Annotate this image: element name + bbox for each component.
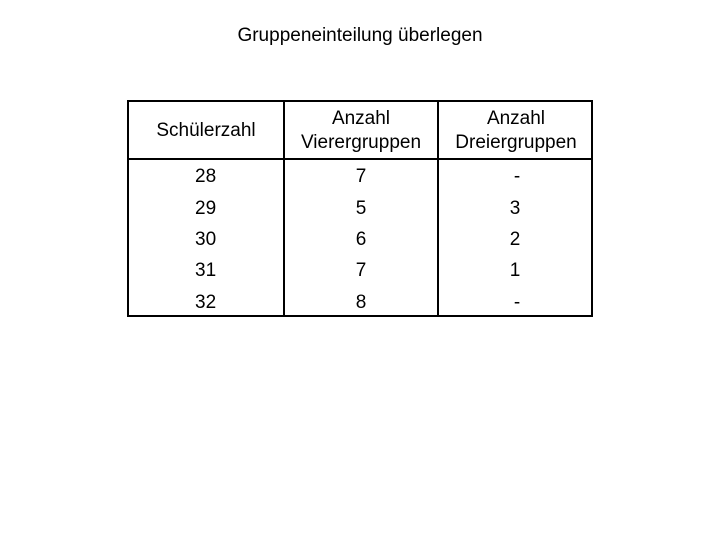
cell-vierergruppen: 7 (355, 166, 367, 187)
header-vierergruppen-line1: Anzahl (331, 108, 391, 129)
header-dreiergruppen-line2: Dreiergruppen (455, 132, 577, 153)
cell-schuelerzahl: 29 (195, 198, 217, 219)
header-dreiergruppen-line1: Anzahl (486, 108, 546, 129)
cell-dreiergruppen: 3 (509, 198, 521, 219)
cell-dreiergruppen: - (513, 292, 521, 313)
group-table (127, 100, 593, 317)
cell-dreiergruppen: 2 (509, 229, 521, 250)
cell-vierergruppen: 6 (355, 229, 367, 250)
page-title: Gruppeneinteilung überlegen (237, 25, 483, 46)
cell-vierergruppen: 5 (355, 198, 367, 219)
header-schuelerzahl: Schülerzahl (156, 120, 256, 141)
cell-dreiergruppen: 1 (509, 260, 521, 281)
header-divider (129, 158, 591, 160)
cell-dreiergruppen: - (513, 166, 521, 187)
cell-schuelerzahl: 30 (195, 229, 217, 250)
cell-schuelerzahl: 32 (195, 292, 217, 313)
cell-schuelerzahl: 28 (195, 166, 217, 187)
cell-vierergruppen: 7 (355, 260, 367, 281)
cell-schuelerzahl: 31 (195, 260, 217, 281)
header-vierergruppen-line2: Vierergruppen (300, 132, 422, 153)
cell-vierergruppen: 8 (355, 292, 367, 313)
